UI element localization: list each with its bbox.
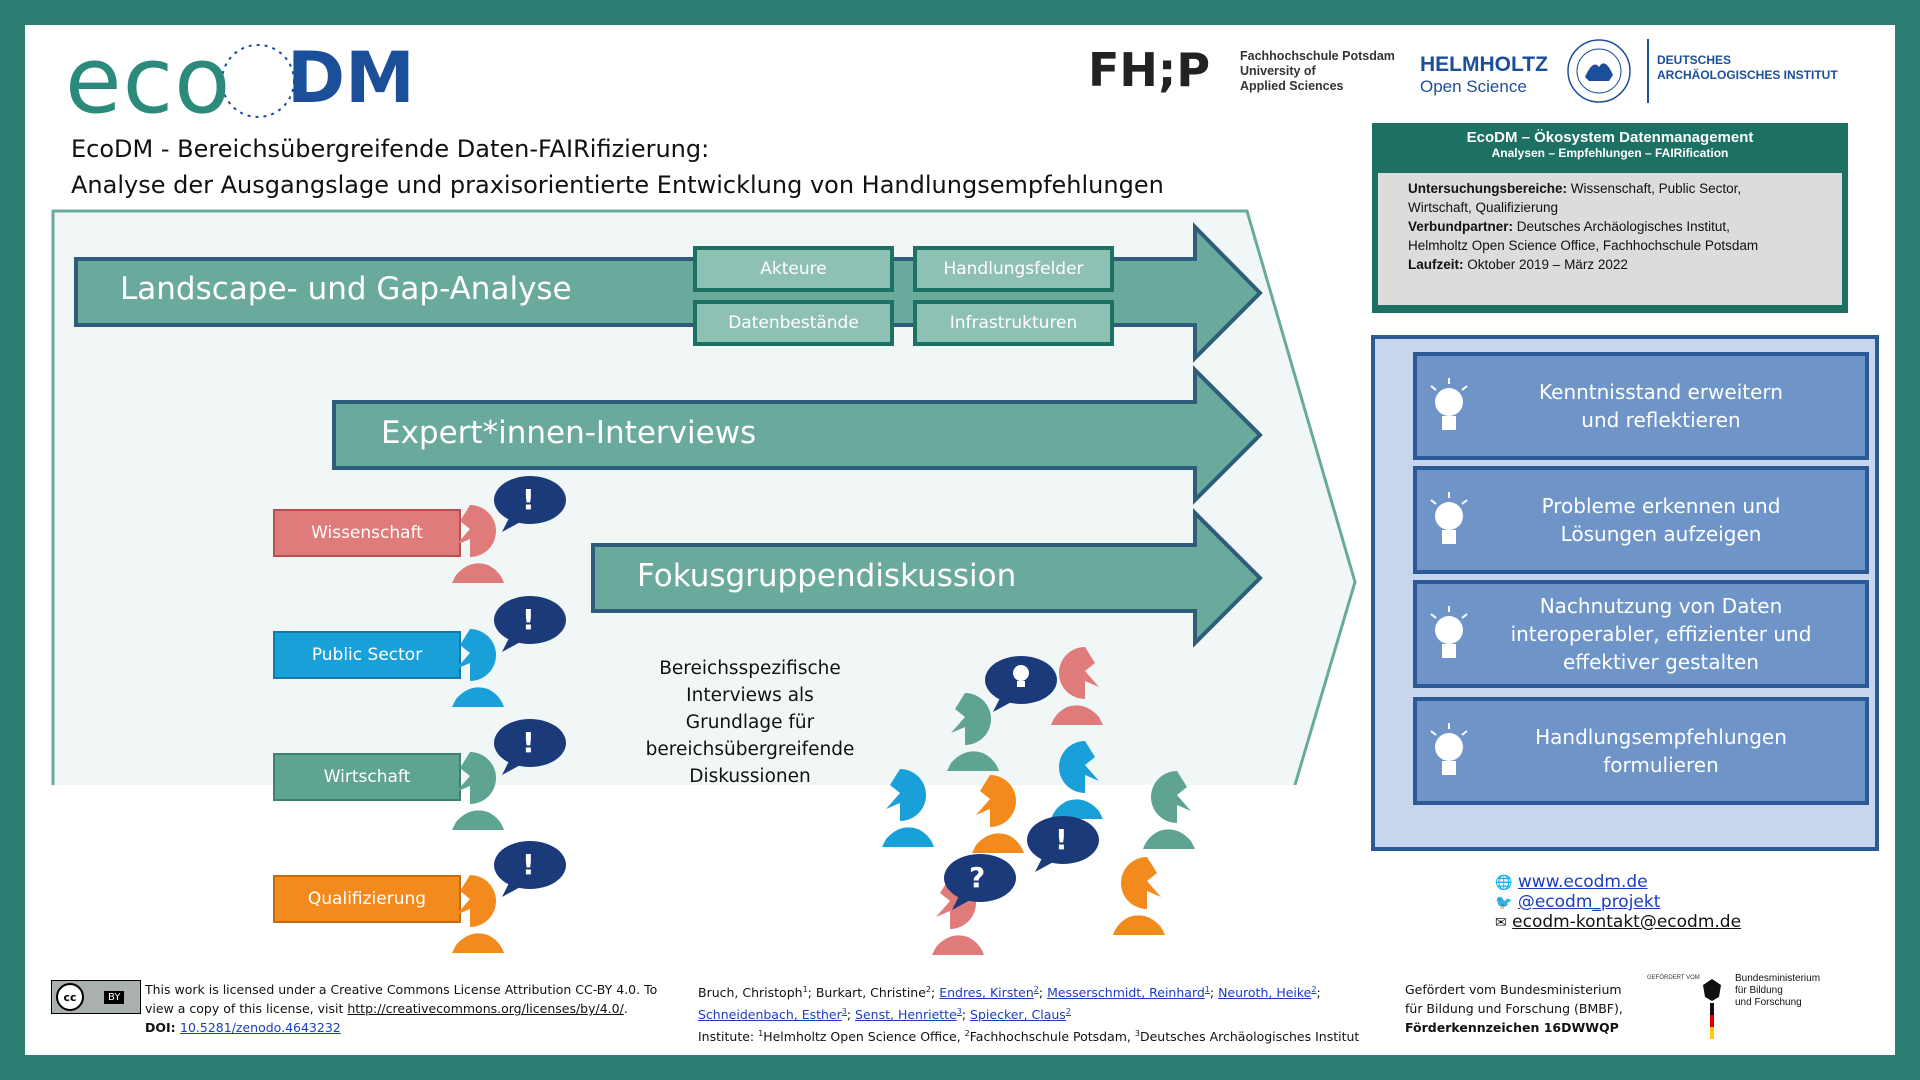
- info-row: Untersuchungsbereiche: Wissenschaft, Public Sector,: [1408, 181, 1742, 196]
- author-link[interactable]: Endres, Kirsten: [939, 985, 1034, 1001]
- sector-public-sector: Public Sector: [273, 631, 461, 679]
- bmbf-logo: GEFÖRDERT VOM Bundesministerium für Bildung und Forschung: [1647, 973, 1867, 1043]
- dai-line2: ARCHÄOLOGISCHES INSTITUT: [1657, 68, 1838, 82]
- info-row: Verbundpartner: Deutsches Archäologisches Institut,: [1408, 219, 1730, 234]
- info-box: [1372, 123, 1848, 313]
- bubble-excl-3: !: [522, 726, 535, 759]
- contact-block: [1495, 873, 1741, 933]
- person-public-icon: [452, 629, 504, 707]
- helmholtz-sub: Open Science: [1420, 77, 1527, 96]
- lightbulb-icon: [1427, 490, 1471, 556]
- fhp-line1: Fachhochschule Potsdam: [1240, 49, 1395, 63]
- arrow-focus-label: Fokusgruppendiskussion: [637, 558, 1017, 594]
- lightbulb-icon: [1427, 604, 1471, 670]
- fhp-line2: University of: [1240, 64, 1316, 78]
- dai-line1: DEUTSCHES: [1657, 53, 1732, 67]
- info-body: [1378, 173, 1842, 305]
- globe-icon: 🌐: [1495, 875, 1513, 891]
- person-icon: [947, 693, 999, 771]
- authors-block: Bruch, Christoph$^1$; Burkart, Christine$^2$; Endres, Kirsten$^2$; Messerschmidt, Reinhard$^1$; Neuroth, Heike$^2$; Schneidenbach, Esther$^3$; Senst, Henriette$^3$; Spiecker, Claus$^2$ Institute: $^1$Helmholtz Open Science Office, $^2$Fachhochschule Potsdam, $^3$Deutsches Archäologisches Institut: [698, 985, 1360, 1045]
- person-wissenschaft-icon: [452, 505, 504, 583]
- focus-text: Bereichsspezifische Interviews als Grundlage für bereichsübergreifende Diskussionen: [645, 658, 855, 787]
- bubble-question: ?: [969, 861, 986, 894]
- fhp-line3: Applied Sciences: [1240, 79, 1344, 93]
- sector-wirtschaft: Wirtschaft: [273, 753, 461, 801]
- info-row: Laufzeit: Oktober 2019 – März 2022: [1408, 257, 1628, 272]
- eagle-flag-icon: [1695, 973, 1729, 1043]
- poster: [25, 25, 1895, 1055]
- bubble-excl-4: !: [522, 848, 535, 881]
- box-infrastrukturen: Infrastrukturen: [913, 300, 1114, 346]
- logo-dm: DM: [287, 37, 415, 119]
- lightbulb-icon: [1427, 376, 1471, 442]
- person-icon: [1143, 771, 1195, 849]
- author-link[interactable]: Spiecker, Claus: [970, 1007, 1066, 1023]
- title-line2: Analyse der Ausgangslage und praxisorientierte Entwicklung von Handlungsempfehlungen: [71, 171, 1164, 199]
- arrow-landscape-label: Landscape- und Gap-Analyse: [120, 271, 572, 307]
- info-row: Wirtschaft, Qualifizierung: [1408, 200, 1559, 215]
- fhp-mark: FH;P: [1088, 43, 1211, 97]
- helmholtz-logo: [1420, 53, 1550, 103]
- person-wirtschaft-icon: [452, 752, 504, 830]
- person-icon: [1113, 857, 1165, 935]
- person-icon: [972, 775, 1024, 853]
- result-kenntnisstand: Kenntnisstand erweitern und reflektieren: [1413, 352, 1869, 460]
- info-head2: Analysen – Empfehlungen – FAIRification: [1491, 146, 1729, 160]
- dai-seal-icon: [1565, 37, 1633, 105]
- title-line1: EcoDM - Bereichsübergreifende Daten-FAIRifizierung:: [71, 135, 710, 163]
- person-icon: [1051, 741, 1103, 819]
- box-handlungsfelder: Handlungsfelder: [913, 246, 1114, 292]
- person-qualifizierung-icon: [452, 875, 504, 953]
- info-head1: EcoDM – Ökosystem Datenmanagement: [1466, 129, 1754, 146]
- license-text: This work is licensed under a Creative Commons License Attribution CC-BY 4.0. To view a copy of this license, visit http://creativecommons.org/licenses/by/4.0/. DOI: 10.5281/zenodo.4643232: [145, 982, 658, 1035]
- license-url-link[interactable]: http://creativecommons.org/licenses/by/4.0/: [347, 1001, 624, 1016]
- author-link[interactable]: Neuroth, Heike: [1218, 985, 1312, 1001]
- result-handlungsempfehlungen: Handlungsempfehlungen formulieren: [1413, 697, 1869, 805]
- author-link[interactable]: Senst, Henriette: [855, 1007, 957, 1023]
- funding-text: Gefördert vom Bundesministerium für Bildung und Forschung (BMBF), Förderkennzeichen 16DWWQP: [1405, 982, 1623, 1035]
- mail-link[interactable]: ecodm-kontakt@ecodm.de: [1512, 912, 1742, 932]
- website-link[interactable]: www.ecodm.de: [1517, 872, 1648, 892]
- info-row: Helmholtz Open Science Office, Fachhochschule Potsdam: [1408, 238, 1759, 253]
- doi-link[interactable]: 10.5281/zenodo.4643232: [180, 1020, 341, 1035]
- bubble-excl-1: !: [522, 483, 535, 516]
- sector-qualifizierung: Qualifizierung: [273, 875, 461, 923]
- result-nachnutzung: Nachnutzung von Daten interoperabler, effizienter und effektiver gestalten: [1413, 580, 1869, 688]
- mail-icon: ✉: [1495, 915, 1507, 931]
- twitter-icon: 🐦: [1495, 895, 1513, 911]
- bubble-excl-2: !: [522, 603, 535, 636]
- person-icon: [882, 769, 934, 847]
- bubble-excl-5: !: [1055, 823, 1068, 856]
- box-akteure: Akteure: [693, 246, 894, 292]
- logo-eco: eco: [65, 27, 232, 134]
- arrow-interviews-label: Expert*innen-Interviews: [381, 415, 757, 451]
- helmholtz-name: HELMHOLTZ: [1420, 53, 1548, 76]
- result-probleme: Probleme erkennen und Lösungen aufzeigen: [1413, 466, 1869, 574]
- lightbulb-icon: [1427, 721, 1471, 787]
- dai-logo: [1565, 37, 1865, 107]
- author-link[interactable]: Schneidenbach, Esther: [698, 1007, 842, 1023]
- person-icon: [1051, 647, 1103, 725]
- people-layer: [25, 25, 1385, 1025]
- box-datenbestaende: Datenbestände: [693, 300, 894, 346]
- twitter-link[interactable]: @ecodm_projekt: [1517, 892, 1661, 912]
- sector-wissenschaft: Wissenschaft: [273, 509, 461, 557]
- author-link[interactable]: Messerschmidt, Reinhard: [1047, 985, 1205, 1001]
- cc-by-badge-icon: cc BY: [51, 980, 141, 1014]
